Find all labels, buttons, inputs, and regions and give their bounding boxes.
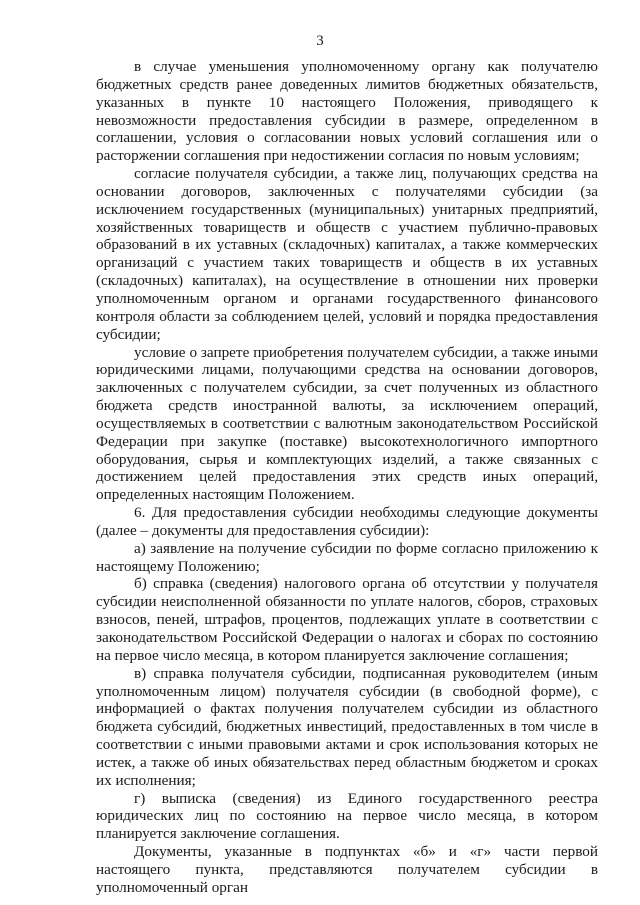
page-number: 3 [316,33,324,49]
paragraph-consent-to-inspection: согласие получателя субсидии, а также лиц, получающих средства на основании договоров, заключенных с получателями субсидии (за исключением государственных (муниципальных) унитарных предприятий, хозяйственных товариществ и обществ с участием публично-правовых образований в их уставных (складочных) капиталах, а также коммерческих организаций с участием таких товариществ и обществ в их уставных (складочных) капиталах), на осуществление в отношении них проверки уполномоченным органом и органами государственного финансового контроля области за соблюдением целей, условий и порядка предоставления субсидии; [96,165,598,343]
paragraph-item-b-tax-certificate: б) справка (сведения) налогового органа об отсутствии у получателя субсидии неисполненной обязанности по уплате налогов, сборов, страховых взносов, пеней, штрафов, процентов, подлежащих уплате в соответствии с законодательством Российской Федерации о налогах и сборах по состоянию на первое число месяца, в котором планируется заключение соглашения; [96,575,598,664]
document-body [96,58,598,897]
paragraph-required-documents: 6. Для предоставления субсидии необходимы следующие документы (далее – документы для предоставления субсидии): [96,504,598,539]
paragraph-item-a-application: а) заявление на получение субсидии по форме согласно приложению к настоящему Положению; [96,539,598,575]
paragraph-foreign-currency-ban: условие о запрете приобретения получателем субсидии, а также иными юридическими лицами, получающими средства на основании договоров, заключенных с получателем субсидии, за счет полученных из областного бюджета средств иностранной валюты, за исключением операций, осуществляемых в соответствии с валютным законодательством Российской Федерации при закупке (поставке) высокотехнологичного импортного оборудования, сырья и комплектующих изделий, а также связанных с достижением целей предоставления этих средств иных операций, определенных настоящим Положением. [96,343,598,504]
paragraph-documents-submission: Документы, указанные в подпунктах «б» и «г» части первой настоящего пункта, представляются получателем субсидии в уполномоченный орган [96,843,598,896]
paragraph-item-g-registry-extract: г) выписка (сведения) из Единого государственного реестра юридических лиц по состоянию на первое число месяца, в котором планируется заключение соглашения. [96,789,598,843]
paragraph-budget-limits-reduction: в случае уменьшения уполномоченному органу как получателю бюджетных средств ранее доведенных лимитов бюджетных обязательств, указанных в пункте 10 настоящего Положения, приводящего к невозможности предоставления субсидии в размере, определенном в соглашении, условия о согласовании новых условий соглашения или о расторжении соглашения при недостижении согласия по новым условиям; [96,58,598,165]
paragraph-item-v-recipient-certificate: в) справка получателя субсидии, подписанная руководителем (иным уполномоченным лицом) получателя субсидии (в свободной форме), с информацией о фактах получения получателем субсидии из областного бюджета субсидий, бюджетных инвестиций, предоставленных в том числе в соответствии с иными правовыми актами и срок использования которых не истек, а также об иных обязательствах перед областным бюджетом и сроках их исполнения; [96,664,598,789]
